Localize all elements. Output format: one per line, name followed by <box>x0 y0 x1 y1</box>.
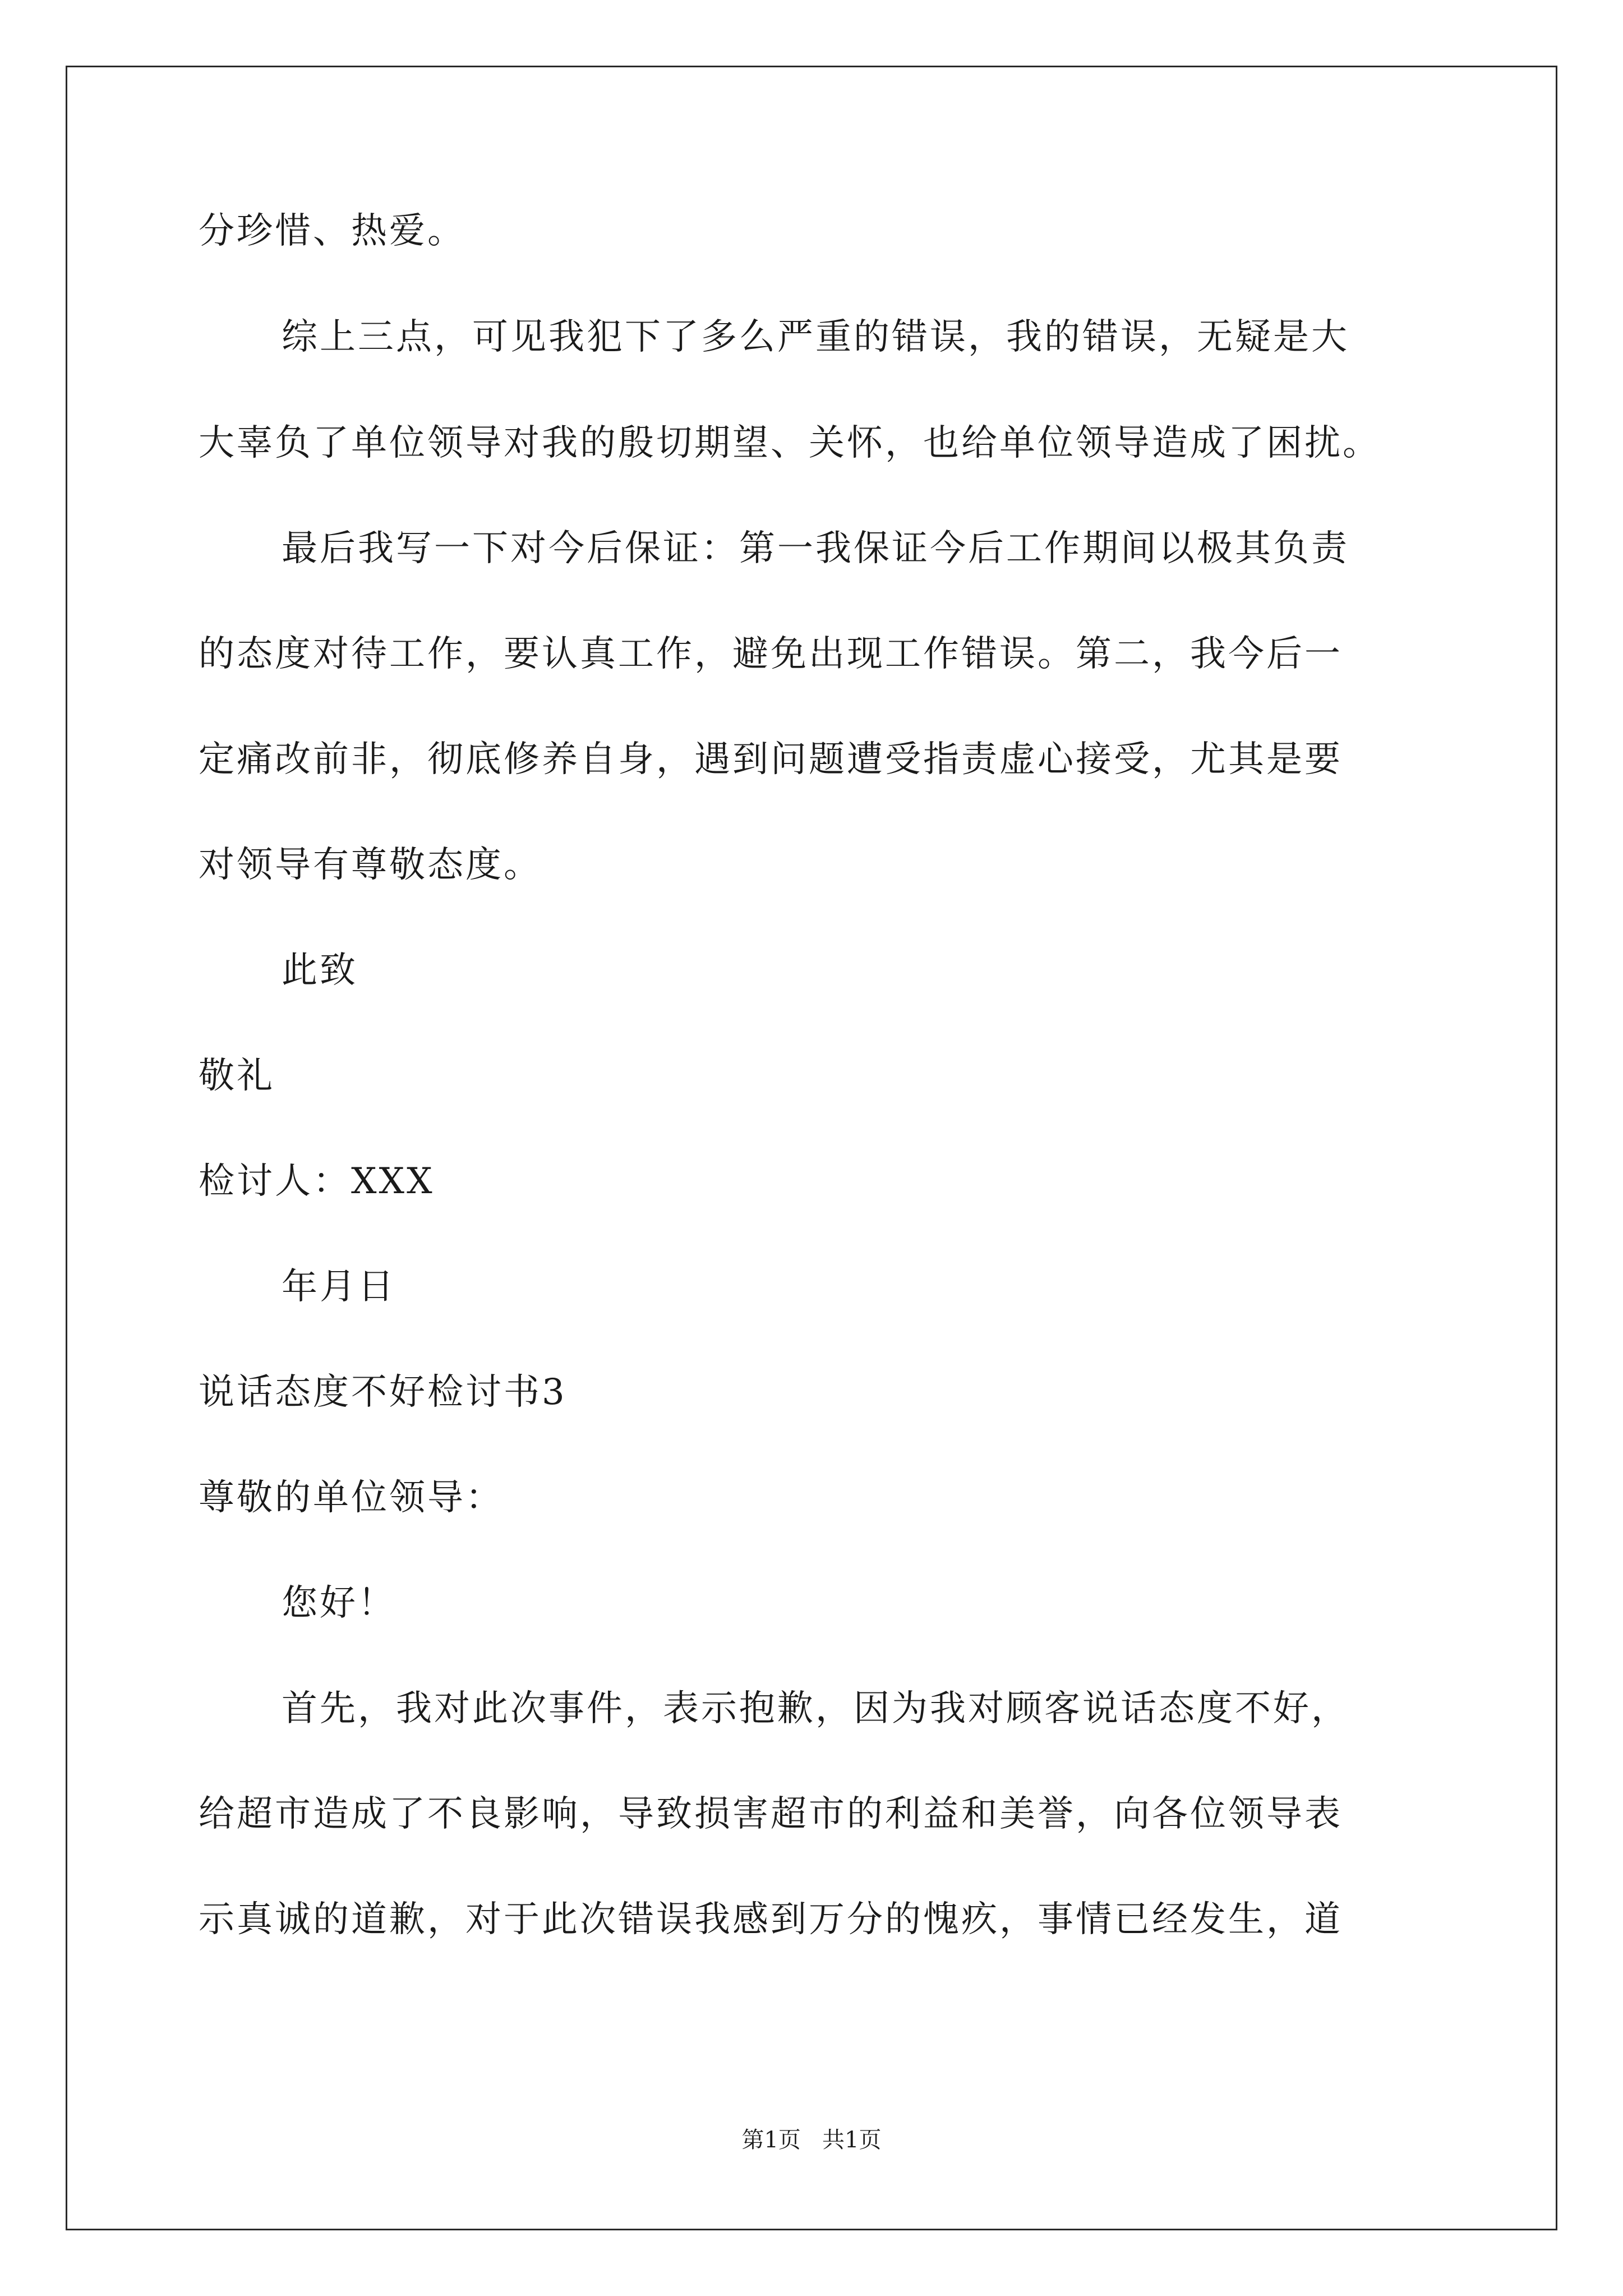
paragraph-line: 最后我写一下对今后保证：第一我保证今后工作期间以极其负责 <box>282 528 1349 569</box>
paragraph-line: 定痛改前非，彻底修养自身，遇到问题遭受指责虚心接受，尤其是要 <box>199 739 1343 780</box>
greeting-line: 您好！ <box>282 1582 396 1624</box>
paragraph-line: 给超市造成了不良影响，导致损害超市的利益和美誉，向各位领导表 <box>199 1793 1343 1835</box>
signature-line: 检讨人：XXX <box>199 1161 435 1202</box>
paragraph-line: 示真诚的道歉，对于此次错误我感到万分的愧疚，事情已经发生，道 <box>199 1899 1343 1940</box>
closing-regards: 敬礼 <box>199 1055 275 1097</box>
paragraph-line: 对领导有尊敬态度。 <box>199 844 542 886</box>
section-title: 说话态度不好检讨书3 <box>199 1372 567 1413</box>
paragraph-line: 首先，我对此次事件，表示抱歉，因为我对顾客说话态度不好， <box>282 1688 1349 1729</box>
paragraph-line: 的态度对待工作，要认真工作，避免出现工作错误。第二，我今后一 <box>199 633 1343 675</box>
date-line: 年月日 <box>282 1266 396 1308</box>
paragraph-line: 分珍惜、热爱。 <box>199 210 465 252</box>
addressee-line: 尊敬的单位领导： <box>199 1477 504 1519</box>
paragraph-line: 大辜负了单位领导对我的殷切期望、关怀，也给单位领导造成了困扰。 <box>199 422 1381 464</box>
page-footer: 第1页 共1页 <box>741 2127 882 2153</box>
closing-salutation: 此致 <box>282 950 358 991</box>
paragraph-line: 综上三点，可见我犯下了多么严重的错误，我的错误，无疑是大 <box>282 316 1349 358</box>
